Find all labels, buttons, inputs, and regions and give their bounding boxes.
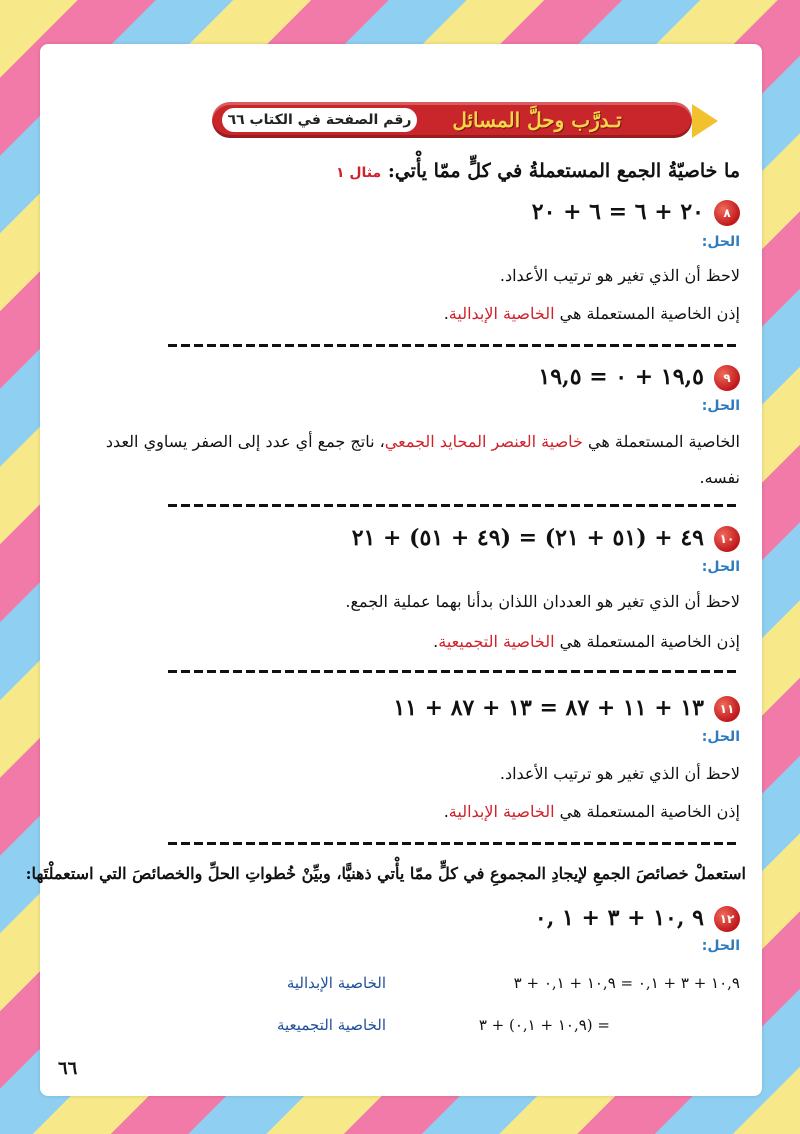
property-name: خاصية العنصر المحايد الجمعي	[384, 432, 583, 451]
solution-label: الحل:	[701, 729, 740, 745]
question-heading	[336, 160, 740, 182]
solution-line: إذن الخاصية المستعملة هي الخاصية الإبدالية.	[443, 802, 740, 821]
solution-line: الخاصية المستعملة هي خاصية العنصر المحايد الجمعي، ناتج جمع أي عدد إلى الصفر يساوي العدد نفسه.	[105, 432, 740, 487]
dashed-divider	[168, 344, 740, 347]
solution-step-property: الخاصية التجميعية	[276, 1016, 386, 1034]
section-title: تـدرَّب وحلَّ المسائل	[452, 108, 622, 132]
dashed-divider	[168, 670, 740, 673]
problem-number-badge: ١٠	[714, 526, 740, 552]
problem-expression: ١٣ + ١١ + ٨٧ = ١٣ + ٨٧ + ١١	[393, 695, 704, 721]
solution-step-property: الخاصية الإبدالية	[286, 974, 386, 992]
problem-number-badge: ٩	[714, 365, 740, 391]
page-number: ٦٦	[58, 1058, 78, 1079]
solution-line: لاحظ أن الذي تغير هو ترتيب الأعداد.	[499, 266, 740, 285]
problem-number-badge: ٨	[714, 200, 740, 226]
dashed-divider	[168, 504, 740, 507]
problem-expression: ٩ ,١٠ + ٣ + ١ ,٠	[534, 905, 704, 931]
solution-step-expression: = (١٠,٩ + ٠,١) + ٣	[478, 1016, 610, 1034]
solution-line: إذن الخاصية المستعملة هي الخاصية الإبدالية.	[443, 304, 740, 323]
section-banner	[212, 102, 692, 138]
dashed-divider	[168, 842, 740, 845]
problem-number-badge: ١٢	[714, 906, 740, 932]
problem-expression: ٢٠ + ٦ = ٦ + ٢٠	[531, 199, 704, 225]
example-reference: مثال ١	[335, 165, 382, 181]
solution-label: الحل:	[701, 398, 740, 414]
solution-line: لاحظ أن الذي تغير هو العددان اللذان بدأنا بهما عملية الجمع.	[345, 592, 740, 611]
solution-label: الحل:	[701, 559, 740, 575]
worksheet-page	[25, 44, 762, 1096]
property-name: الخاصية الإبدالية	[448, 802, 555, 821]
solution-label: الحل:	[701, 234, 740, 250]
problem-number-badge: ١١	[714, 696, 740, 722]
page-reference: رقم الصفحة في الكتاب ٦٦	[222, 108, 417, 132]
banner-arrow-icon	[692, 104, 718, 138]
problem-expression: ٤٩ + (٥١ + ٢١) = (٤٩ + ٥١) + ٢١	[351, 525, 704, 551]
property-name: الخاصية التجميعية	[438, 632, 555, 651]
solution-line: لاحظ أن الذي تغير هو ترتيب الأعداد.	[499, 764, 740, 783]
instruction-heading: استعملْ خصائصَ الجمعِ لإيجادِ المجموعِ في كلٍّ ممّا يأْتي ذهنيًّا، وبيِّنْ خُطواتِ الحلِّ والخصائصَ التي استعملْتَها:	[25, 864, 746, 883]
question-heading-text: ما خاصيّةُ الجمع المستعملةُ في كلٍّ ممّا يأْتي:	[387, 160, 740, 182]
solution-label: الحل:	[701, 938, 740, 954]
problem-expression: ١٩,٥ + ٠ = ١٩,٥	[538, 364, 704, 390]
solution-step-expression: ١٠,٩ + ٣ + ٠,١ = ١٠,٩ + ٠,١ + ٣	[513, 974, 740, 992]
property-name: الخاصية الإبدالية	[448, 304, 555, 323]
solution-line: إذن الخاصية المستعملة هي الخاصية التجميعية.	[433, 632, 740, 651]
